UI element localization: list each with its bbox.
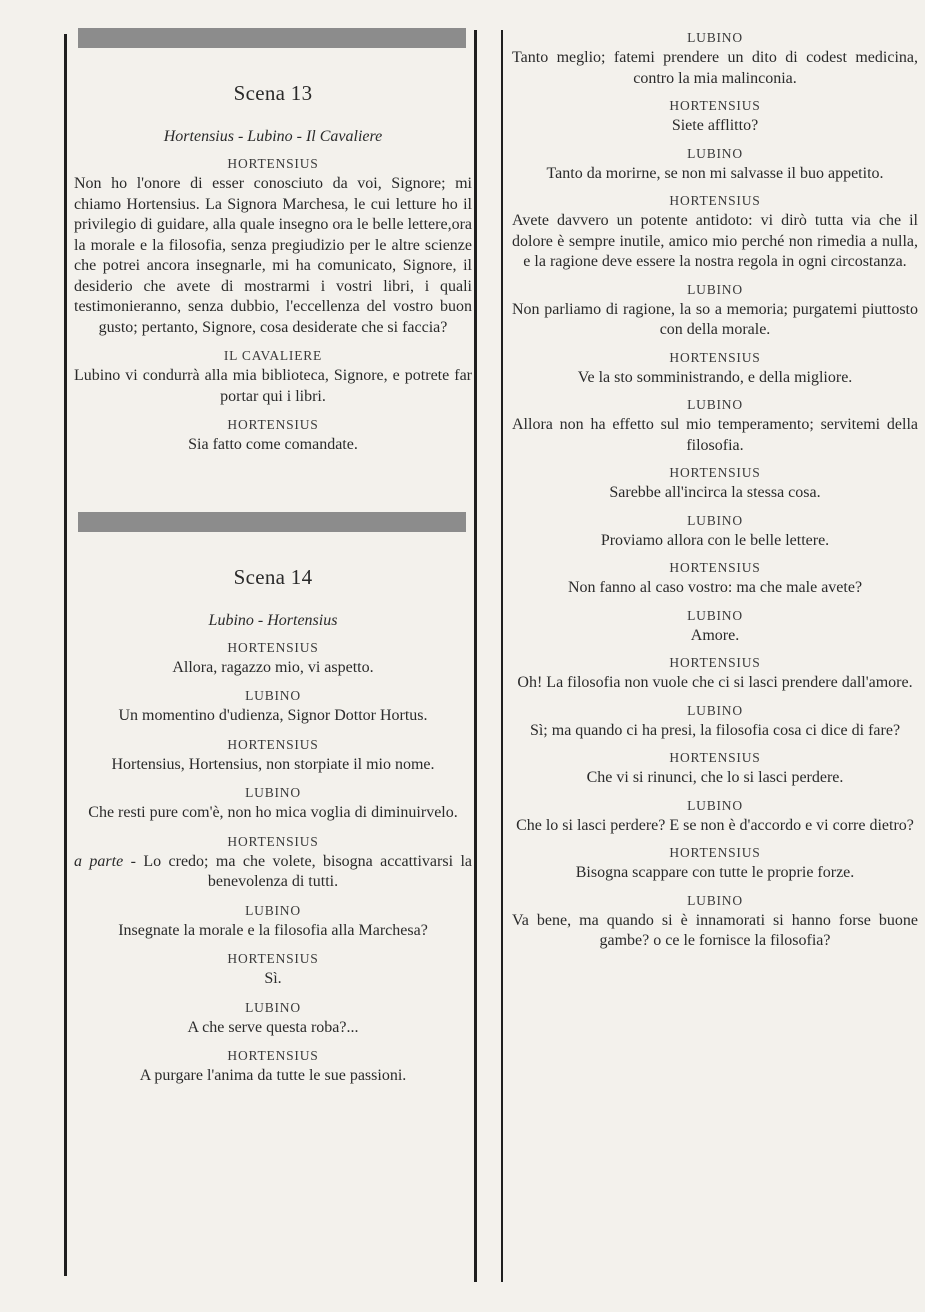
speaker-name: HORTENSIUS xyxy=(669,845,761,860)
scene-14-cast: Lubino - Hortensius xyxy=(208,611,338,629)
speaker-name: LUBINO xyxy=(245,785,301,800)
speaker-name: LUBINO xyxy=(687,797,743,813)
speaker-name: LUBINO xyxy=(687,30,743,45)
speaker-name: HORTENSIUS xyxy=(227,833,319,849)
dialogue-line: Va bene, ma quando si è innamorati si hanno forse buone gambe? o ce le fornisce la filosofia? xyxy=(512,911,918,949)
dialogue-line xyxy=(74,852,472,893)
dialogue-line: Insegnate la morale e la filosofia alla Marchesa? xyxy=(118,921,428,939)
dialogue-text: - Lo credo; ma che volete, bisogna accattivarsi la benevolenza di tutti. xyxy=(123,852,472,890)
speaker-name: LUBINO xyxy=(245,902,301,918)
speaker-name: HORTENSIUS xyxy=(669,560,761,575)
dialogue-line: Che vi si rinunci, che lo si lasci perdere. xyxy=(586,769,844,786)
speaker-name: HORTENSIUS xyxy=(227,1048,319,1063)
speaker-name: LUBINO xyxy=(687,702,743,718)
center-column-rule-right xyxy=(501,30,503,1282)
dialogue-line: Tanto da morirne, se non mi salvasse il buo appetito. xyxy=(546,164,884,182)
scene-13-cast: Hortensius - Lubino - Il Cavaliere xyxy=(163,128,383,145)
dialogue-line: Tanto meglio; fatemi prendere un dito di codest medicina, contro la mia malinconia. xyxy=(512,49,918,87)
dialogue-line: Proviamo allora con le belle lettere. xyxy=(600,531,830,549)
speaker-name: LUBINO xyxy=(687,397,743,412)
dialogue-line: Sì. xyxy=(264,970,282,987)
speaker-name: LUBINO xyxy=(687,145,743,161)
speaker-name: LUBINO xyxy=(245,688,301,703)
speaker-name: LUBINO xyxy=(687,512,743,528)
right-column xyxy=(512,30,918,952)
speaker-name: HORTENSIUS xyxy=(227,156,319,171)
dialogue-line: A purgare l'anima da tutte le sue passioni. xyxy=(139,1067,407,1084)
speaker-name: HORTENSIUS xyxy=(669,750,761,765)
speaker-name: HORTENSIUS xyxy=(227,736,319,752)
dialogue-line: Non ho l'onore di esser conosciuto da voi, Signore; mi chiamo Hortensius. La Signora Marchesa, le cui letture ho il privilegio di guidare, alla quale insegno ora le belle lettere,ora la morale e la filosofia, senza pregiudizio per le altre scienze che potrei ancora insegnarle, mi ha comunicato, Signore, il desiderio che avete di mostrarmi i vostri libri, i quali testimonieranno, senza dubbio, l'eccellenza del vostro buon gusto; pertanto, Signore, cosa desiderate che si faccia? xyxy=(74,175,472,336)
speaker-name: HORTENSIUS xyxy=(669,349,761,365)
dialogue-line: Sarebbe all'incirca la stessa cosa. xyxy=(609,484,821,501)
dialogue-line: Siete afflitto? xyxy=(671,117,759,134)
dialogue-line: Sia fatto come comandate. xyxy=(188,436,358,453)
dialogue-line: Allora non ha effetto sul mio temperamento; servitemi della filosofia. xyxy=(512,416,918,454)
dialogue-line: Ve la sto somministrando, e della migliore. xyxy=(577,368,853,386)
speaker-name: HORTENSIUS xyxy=(669,465,761,480)
dialogue-line: Che resti pure com'è, non ho mica voglia di diminuirvelo. xyxy=(88,804,458,821)
dialogue-line: A che serve questa roba?... xyxy=(187,1018,359,1036)
dialogue-line: Sì; ma quando ci ha presi, la filosofia cosa ci dice di fare? xyxy=(529,721,901,739)
scene-14-title: Scena 14 xyxy=(233,564,313,589)
dialogue-line: Non fanno al caso vostro: ma che male avete? xyxy=(567,579,863,596)
speaker-name: HORTENSIUS xyxy=(669,98,761,113)
dialogue-line: Lubino vi condurrà alla mia biblioteca, Signore, e potrete far portar qui i libri. xyxy=(74,367,472,405)
speaker-name: LUBINO xyxy=(687,607,743,623)
dialogue-line: Oh! La filosofia non vuole che ci si lasci prendere dall'amore. xyxy=(517,674,913,691)
dialogue-line: Hortensius, Hortensius, non storpiate il mio nome. xyxy=(111,755,435,773)
left-column-rule xyxy=(64,34,67,1276)
left-column xyxy=(74,28,472,1087)
dialogue-line: Bisogna scappare con tutte le proprie forze. xyxy=(575,864,855,881)
speaker-name: HORTENSIUS xyxy=(669,193,761,208)
speaker-name: LUBINO xyxy=(245,999,301,1015)
scene-14-header-bar xyxy=(78,512,466,532)
speaker-name: HORTENSIUS xyxy=(227,951,319,966)
scene-13-header-bar xyxy=(78,28,466,48)
stage-direction: a parte xyxy=(74,852,124,870)
dialogue-line: Non parliamo di ragione, la so a memoria; purgatemi piuttosto con della morale. xyxy=(512,300,918,338)
speaker-name: IL CAVALIERE xyxy=(223,348,323,363)
speaker-name: HORTENSIUS xyxy=(227,417,319,432)
speaker-name: HORTENSIUS xyxy=(227,639,319,655)
dialogue-line: Che lo si lasci perdere? E se non è d'accordo e vi corre dietro? xyxy=(516,816,914,834)
speaker-name: LUBINO xyxy=(687,892,743,908)
center-column-rule-left xyxy=(474,30,477,1282)
speaker-name: HORTENSIUS xyxy=(669,655,761,670)
dialogue-line: Un momentino d'udienza, Signor Dottor Hortus. xyxy=(118,707,428,724)
speaker-name: LUBINO xyxy=(687,281,743,297)
dialogue-line: Amore. xyxy=(690,626,740,644)
scene-13-title: Scena 13 xyxy=(233,81,313,105)
dialogue-line: Allora, ragazzo mio, vi aspetto. xyxy=(172,658,374,676)
dialogue-line: Avete davvero un potente antidoto: vi dirò tutta via che il dolore è sempre inutile, amico mio perché non rimedia a nulla, e la ragione deve essere la nostra regola in ogni circostanza. xyxy=(512,212,918,270)
